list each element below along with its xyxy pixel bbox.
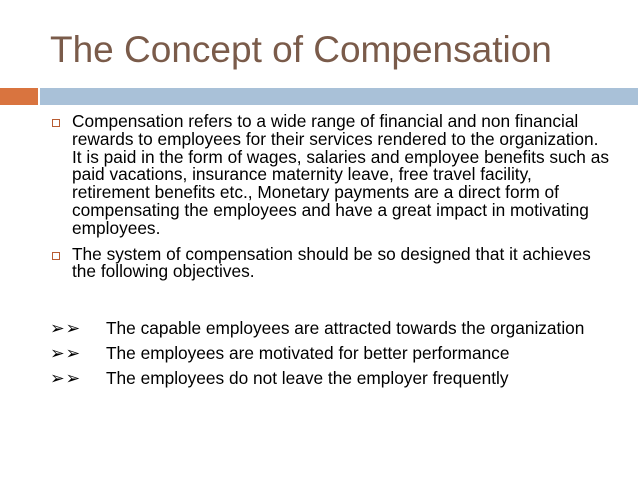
double-arrowhead-icon: ➢➢ — [50, 343, 81, 363]
bullet-item — [50, 243, 610, 282]
objective-text: The employees are motivated for better performance — [106, 343, 510, 363]
accent-bar-blue — [40, 88, 638, 105]
hollow-square-icon — [52, 119, 60, 127]
double-arrowhead-icon: ➢➢ — [50, 368, 81, 388]
bullet-list — [50, 113, 610, 289]
bullet-item — [50, 113, 610, 238]
double-arrowhead-icon: ➢➢ — [50, 318, 81, 338]
objective-item — [50, 318, 620, 339]
objective-text: The employees do not leave the employer frequently — [106, 368, 509, 388]
bullet-text: Compensation refers to a wide range of financial and non financial rewards to employees for their services rendered to the organization. It is paid in the form of wages, salaries and employee benefits such as paid vacations, insurance maternity leave, free travel facility, retirement benefits etc., Monetary payments are a direct form of compensating the employees and have a great impact in motivating employees. — [72, 111, 609, 238]
slide-title: The Concept of Compensation — [50, 29, 552, 70]
hollow-square-icon — [52, 252, 60, 260]
objective-item — [50, 343, 620, 364]
objective-item — [50, 368, 620, 389]
objective-text: The capable employees are attracted towards the organization — [106, 318, 585, 338]
bullet-text: The system of compensation should be so designed that it achieves the following objectives. — [72, 243, 591, 282]
objectives-list — [50, 318, 620, 393]
accent-bar-orange — [0, 88, 38, 105]
